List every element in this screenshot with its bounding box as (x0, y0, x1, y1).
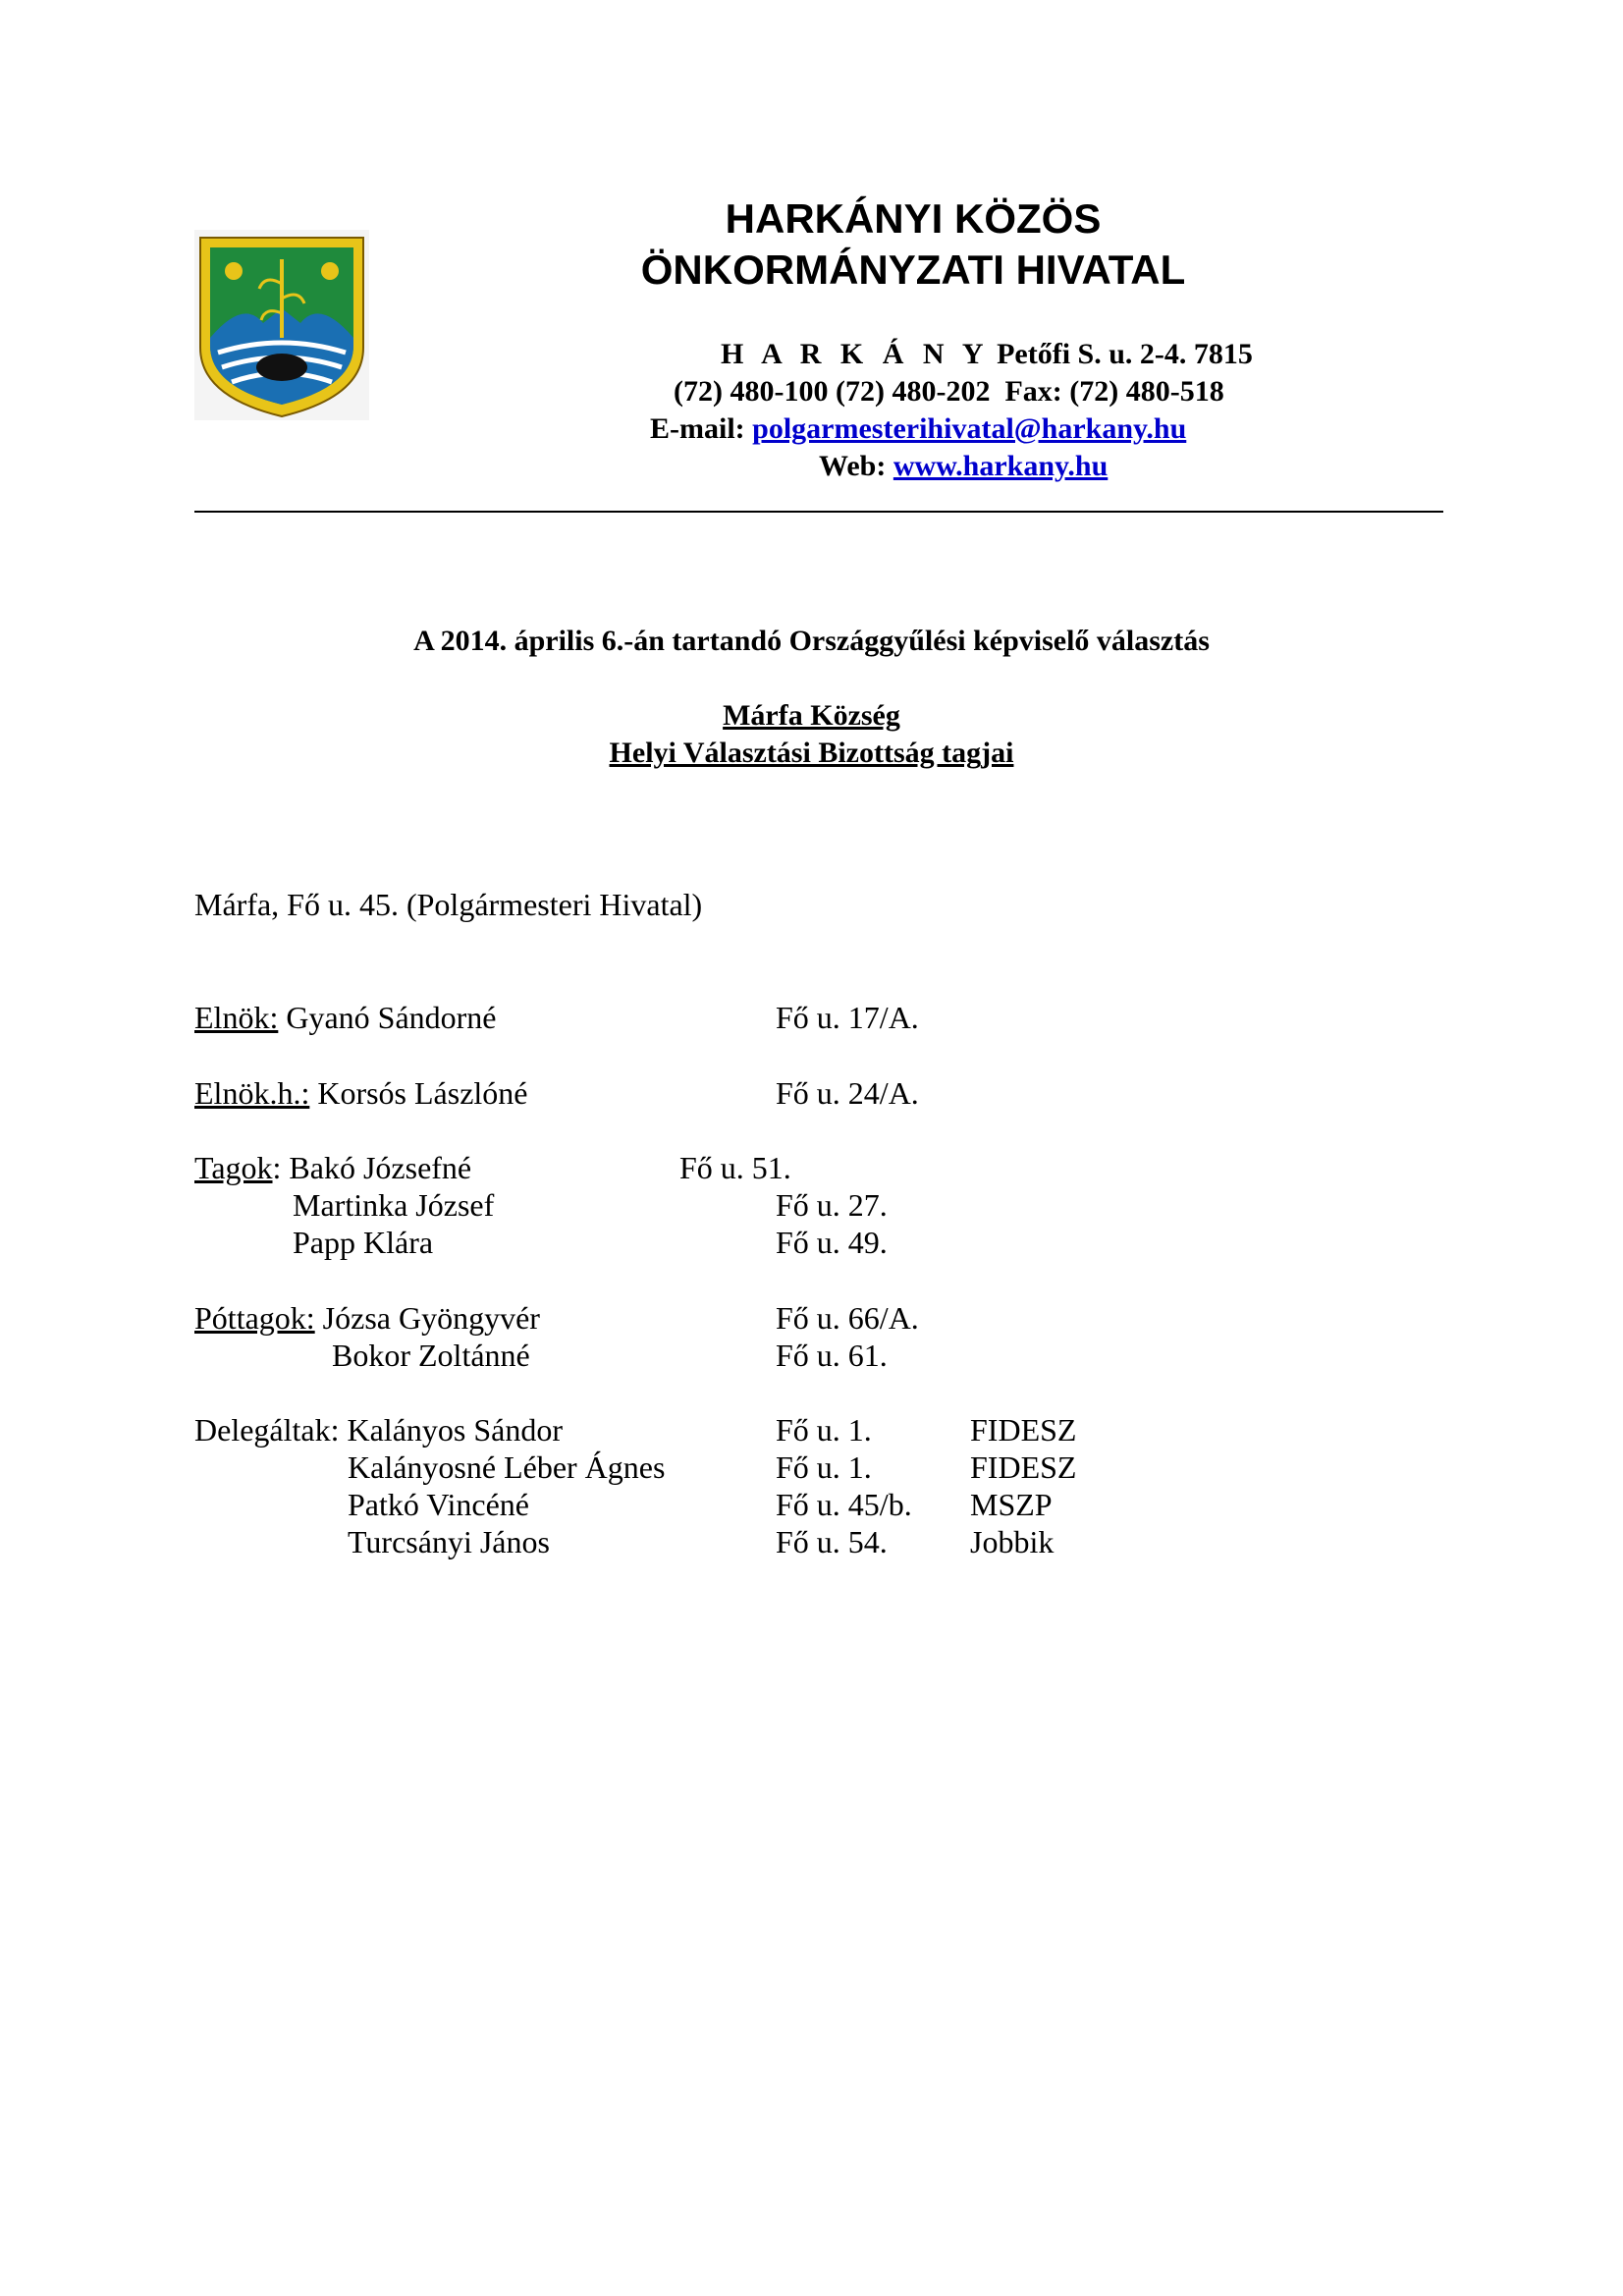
members-label-colon: : (272, 1150, 282, 1185)
email-link[interactable]: polgarmesterihivatal@harkany.hu (752, 412, 1187, 445)
chair-address: Fő u. 17/A. (776, 1000, 919, 1035)
delegate-party: FIDESZ (970, 1412, 1077, 1448)
member-address: Fő u. 27. (776, 1187, 888, 1223)
vice-chair-label: Elnök.h.: (194, 1075, 310, 1111)
election-heading: A 2014. április 6.-án tartandó Országgyűlési képviselő választás (413, 625, 1210, 657)
vice-chair-row (194, 1074, 528, 1112)
web-line (819, 448, 1108, 485)
member-name: Martinka József (293, 1187, 495, 1223)
delegate-address: Fő u. 1. (776, 1412, 872, 1448)
chair-name: Gyanó Sándorné (286, 1000, 497, 1035)
vice-chair-address: Fő u. 24/A. (776, 1075, 919, 1111)
phone-numbers: (72) 480-100 (72) 480-202 (674, 375, 991, 408)
coat-of-arms-icon (194, 230, 369, 420)
chair-row (194, 999, 497, 1036)
delegate-party: MSZP (970, 1487, 1053, 1522)
delegate-address: Fő u. 45/b. (776, 1487, 912, 1522)
web-link[interactable]: www.harkany.hu (893, 450, 1109, 482)
member-row (194, 1149, 471, 1186)
delegate-address: Fő u. 54. (776, 1524, 888, 1559)
email-label: E-mail: (650, 412, 745, 445)
municipality-heading: Márfa Község (723, 699, 900, 732)
member-address: Fő u. 49. (776, 1225, 888, 1260)
substitute-row (194, 1299, 540, 1337)
substitutes-label: Póttagok: (194, 1300, 315, 1336)
phone-line (674, 373, 1224, 410)
substitute-name: Bokor Zoltánné (332, 1338, 530, 1373)
chair-label: Elnök: (194, 1000, 279, 1035)
delegate-party: FIDESZ (970, 1449, 1077, 1485)
delegate-row (194, 1411, 563, 1449)
substitute-name: Józsa Gyöngyvér (322, 1300, 540, 1336)
committee-heading: Helyi Választási Bizottság tagjai (609, 737, 1014, 769)
email-line (650, 410, 1186, 448)
office-title-line1: HARKÁNYI KÖZÖS (725, 195, 1102, 242)
delegates-label: Delegáltak: (194, 1412, 340, 1448)
address-line (721, 336, 1253, 373)
delegate-party: Jobbik (970, 1524, 1055, 1559)
location-text: Márfa, Fő u. 45. (Polgármesteri Hivatal) (194, 887, 703, 922)
delegate-name: Kalányosné Léber Ágnes (348, 1449, 666, 1485)
street-address: Petőfi S. u. 2-4. 7815 (997, 338, 1253, 370)
vice-chair-name: Korsós Lászlóné (317, 1075, 528, 1111)
fax-number: Fax: (72) 480-518 (1004, 375, 1224, 408)
delegate-address: Fő u. 1. (776, 1449, 872, 1485)
substitute-address: Fő u. 61. (776, 1338, 888, 1373)
header-divider (194, 511, 1443, 513)
delegate-name: Patkó Vincéné (348, 1487, 529, 1522)
members-label: Tagok (194, 1150, 273, 1185)
office-title-line2: ÖNKORMÁNYZATI HIVATAL (640, 246, 1186, 293)
delegate-name: Turcsányi János (348, 1524, 550, 1559)
member-address: Fő u. 51. (679, 1150, 791, 1185)
web-label: Web: (819, 450, 887, 482)
delegate-name: Kalányos Sándor (347, 1412, 563, 1448)
member-name: Bakó Józsefné (289, 1150, 472, 1185)
member-name: Papp Klára (293, 1225, 434, 1260)
substitute-address: Fő u. 66/A. (776, 1300, 919, 1336)
city-name: H A R K Á N Y (721, 338, 990, 370)
